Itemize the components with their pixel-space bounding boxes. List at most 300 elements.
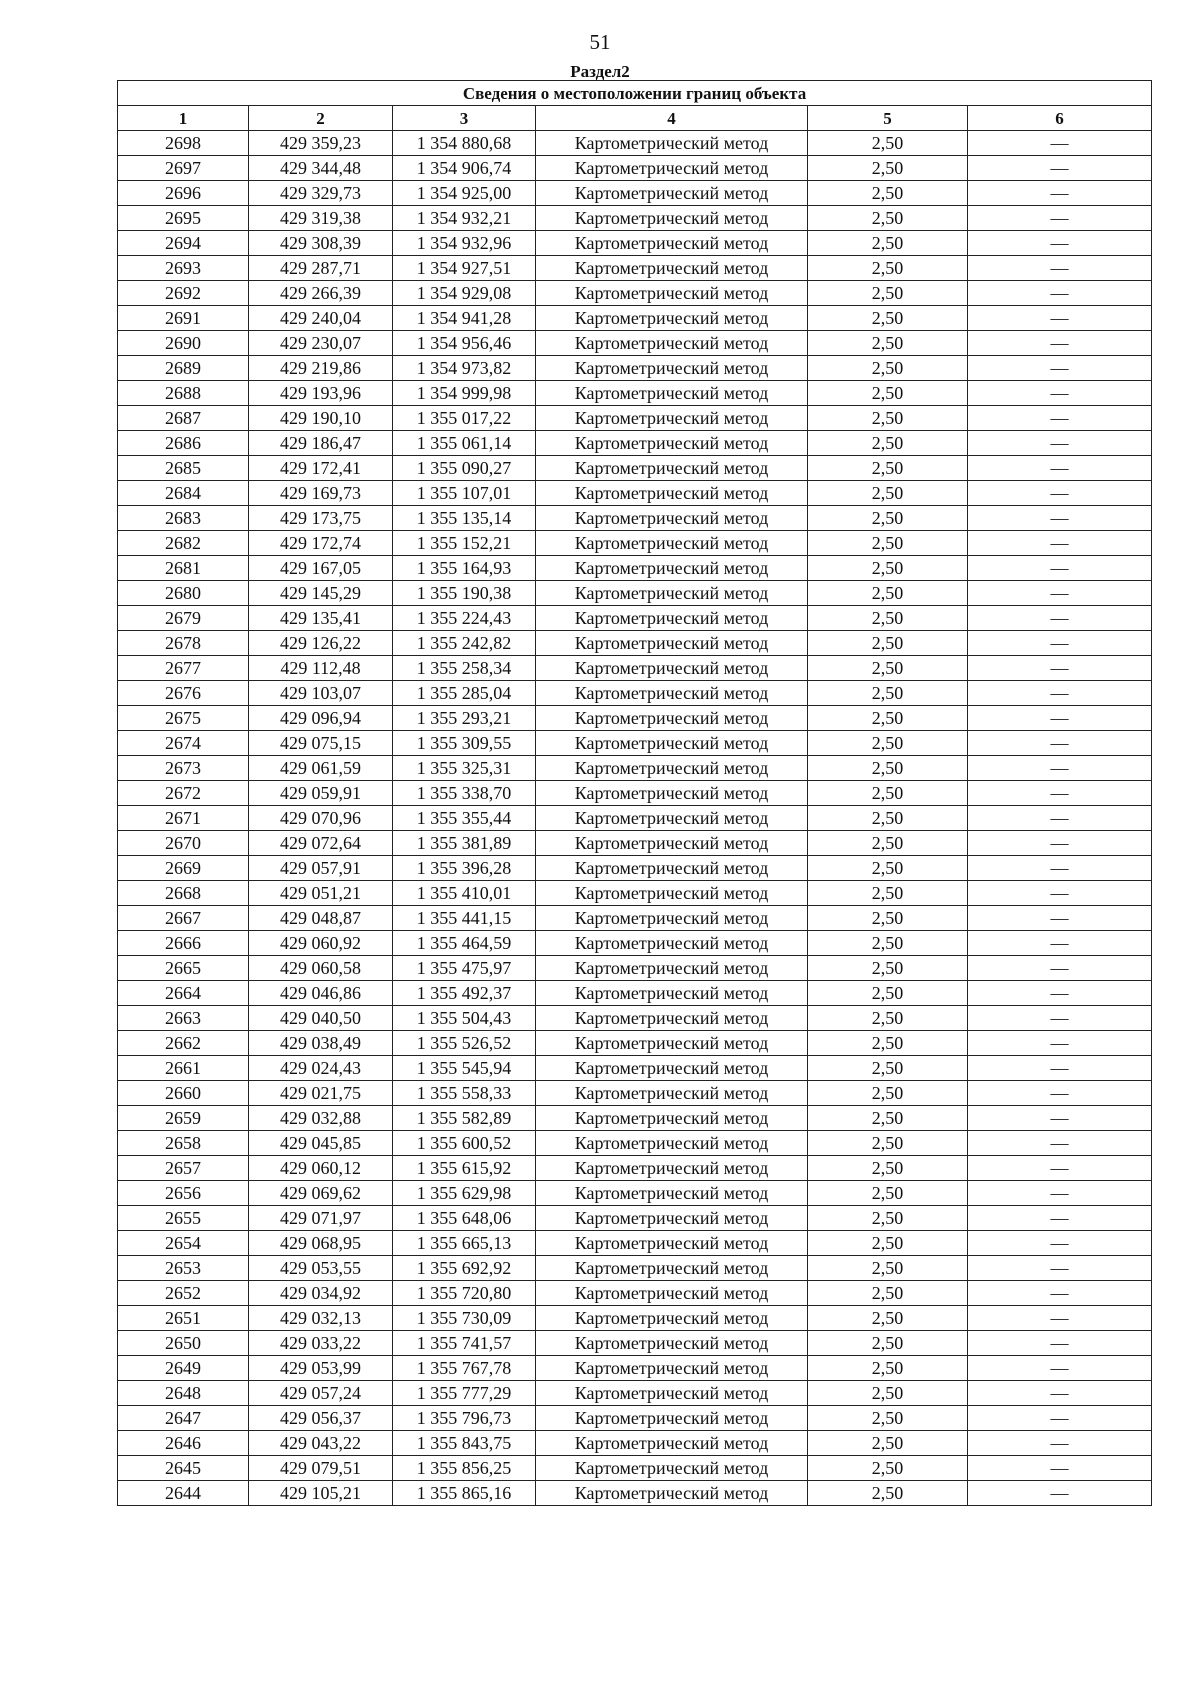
cell-method: Картометрический метод <box>536 481 808 506</box>
cell-point-number: 2693 <box>118 256 249 281</box>
cell-description: — <box>968 1206 1152 1231</box>
cell-method: Картометрический метод <box>536 1456 808 1481</box>
table-row <box>118 1306 1152 1331</box>
cell-x-coordinate: 429 033,22 <box>249 1331 393 1356</box>
table-row <box>118 631 1152 656</box>
cell-accuracy: 2,50 <box>808 1256 968 1281</box>
cell-y-coordinate: 1 355 504,43 <box>393 1006 536 1031</box>
table-row <box>118 1281 1152 1306</box>
cell-accuracy: 2,50 <box>808 1181 968 1206</box>
table-row <box>118 481 1152 506</box>
cell-point-number: 2695 <box>118 206 249 231</box>
cell-y-coordinate: 1 355 107,01 <box>393 481 536 506</box>
cell-x-coordinate: 429 061,59 <box>249 756 393 781</box>
cell-method: Картометрический метод <box>536 331 808 356</box>
cell-y-coordinate: 1 355 777,29 <box>393 1381 536 1406</box>
cell-accuracy: 2,50 <box>808 1006 968 1031</box>
cell-point-number: 2671 <box>118 806 249 831</box>
cell-accuracy: 2,50 <box>808 1131 968 1156</box>
cell-description: — <box>968 1081 1152 1106</box>
cell-y-coordinate: 1 355 242,82 <box>393 631 536 656</box>
cell-x-coordinate: 429 021,75 <box>249 1081 393 1106</box>
cell-y-coordinate: 1 354 932,96 <box>393 231 536 256</box>
cell-point-number: 2646 <box>118 1431 249 1456</box>
cell-description: — <box>968 731 1152 756</box>
cell-accuracy: 2,50 <box>808 356 968 381</box>
cell-y-coordinate: 1 355 629,98 <box>393 1181 536 1206</box>
cell-method: Картометрический метод <box>536 1031 808 1056</box>
cell-point-number: 2694 <box>118 231 249 256</box>
table-row <box>118 656 1152 681</box>
cell-y-coordinate: 1 355 492,37 <box>393 981 536 1006</box>
cell-y-coordinate: 1 355 441,15 <box>393 906 536 931</box>
cell-x-coordinate: 429 190,10 <box>249 406 393 431</box>
cell-x-coordinate: 429 308,39 <box>249 231 393 256</box>
cell-y-coordinate: 1 355 381,89 <box>393 831 536 856</box>
cell-x-coordinate: 429 172,74 <box>249 531 393 556</box>
section-title: Раздел2 <box>570 62 630 81</box>
cell-point-number: 2675 <box>118 706 249 731</box>
cell-y-coordinate: 1 355 692,92 <box>393 1256 536 1281</box>
cell-method: Картометрический метод <box>536 1156 808 1181</box>
cell-description: — <box>968 906 1152 931</box>
table-row <box>118 456 1152 481</box>
table-row <box>118 1406 1152 1431</box>
cell-method: Картометрический метод <box>536 631 808 656</box>
table-header-row <box>118 106 1152 131</box>
cell-point-number: 2692 <box>118 281 249 306</box>
cell-method: Картометрический метод <box>536 1131 808 1156</box>
cell-accuracy: 2,50 <box>808 481 968 506</box>
cell-description: — <box>968 1381 1152 1406</box>
cell-y-coordinate: 1 355 325,31 <box>393 756 536 781</box>
table-row <box>118 731 1152 756</box>
cell-y-coordinate: 1 355 355,44 <box>393 806 536 831</box>
cell-y-coordinate: 1 354 925,00 <box>393 181 536 206</box>
cell-point-number: 2677 <box>118 656 249 681</box>
cell-x-coordinate: 429 032,88 <box>249 1106 393 1131</box>
cell-method: Картометрический метод <box>536 656 808 681</box>
table-row <box>118 1381 1152 1406</box>
cell-x-coordinate: 429 112,48 <box>249 656 393 681</box>
cell-y-coordinate: 1 355 843,75 <box>393 1431 536 1456</box>
cell-y-coordinate: 1 355 741,57 <box>393 1331 536 1356</box>
cell-x-coordinate: 429 038,49 <box>249 1031 393 1056</box>
cell-description: — <box>968 456 1152 481</box>
cell-point-number: 2649 <box>118 1356 249 1381</box>
cell-accuracy: 2,50 <box>808 631 968 656</box>
table-row <box>118 881 1152 906</box>
cell-point-number: 2655 <box>118 1206 249 1231</box>
cell-x-coordinate: 429 059,91 <box>249 781 393 806</box>
cell-x-coordinate: 429 056,37 <box>249 1406 393 1431</box>
cell-accuracy: 2,50 <box>808 256 968 281</box>
cell-y-coordinate: 1 354 906,74 <box>393 156 536 181</box>
cell-description: — <box>968 831 1152 856</box>
column-header-3: 3 <box>393 106 536 131</box>
cell-y-coordinate: 1 355 558,33 <box>393 1081 536 1106</box>
table-row <box>118 181 1152 206</box>
cell-description: — <box>968 656 1152 681</box>
cell-method: Картометрический метод <box>536 1481 808 1506</box>
table-row <box>118 281 1152 306</box>
table-row <box>118 1106 1152 1131</box>
cell-x-coordinate: 429 172,41 <box>249 456 393 481</box>
cell-point-number: 2697 <box>118 156 249 181</box>
cell-method: Картометрический метод <box>536 1381 808 1406</box>
cell-point-number: 2662 <box>118 1031 249 1056</box>
cell-y-coordinate: 1 355 224,43 <box>393 606 536 631</box>
cell-method: Картометрический метод <box>536 231 808 256</box>
cell-x-coordinate: 429 075,15 <box>249 731 393 756</box>
cell-method: Картометрический метод <box>536 1281 808 1306</box>
table-row <box>118 931 1152 956</box>
cell-y-coordinate: 1 354 999,98 <box>393 381 536 406</box>
cell-accuracy: 2,50 <box>808 456 968 481</box>
cell-point-number: 2659 <box>118 1106 249 1131</box>
cell-y-coordinate: 1 355 796,73 <box>393 1406 536 1431</box>
cell-x-coordinate: 429 045,85 <box>249 1131 393 1156</box>
cell-description: — <box>968 206 1152 231</box>
cell-point-number: 2650 <box>118 1331 249 1356</box>
cell-x-coordinate: 429 040,50 <box>249 1006 393 1031</box>
table-row <box>118 856 1152 881</box>
cell-description: — <box>968 1031 1152 1056</box>
cell-point-number: 2672 <box>118 781 249 806</box>
cell-y-coordinate: 1 354 880,68 <box>393 131 536 156</box>
cell-accuracy: 2,50 <box>808 1481 968 1506</box>
cell-method: Картометрический метод <box>536 156 808 181</box>
cell-method: Картометрический метод <box>536 856 808 881</box>
column-header-4: 4 <box>536 106 808 131</box>
cell-description: — <box>968 1281 1152 1306</box>
column-header-1: 1 <box>118 106 249 131</box>
cell-y-coordinate: 1 354 932,21 <box>393 206 536 231</box>
table-row <box>118 906 1152 931</box>
cell-y-coordinate: 1 355 648,06 <box>393 1206 536 1231</box>
table-row <box>118 156 1152 181</box>
cell-description: — <box>968 306 1152 331</box>
cell-point-number: 2658 <box>118 1131 249 1156</box>
cell-x-coordinate: 429 287,71 <box>249 256 393 281</box>
cell-description: — <box>968 231 1152 256</box>
cell-x-coordinate: 429 126,22 <box>249 631 393 656</box>
cell-x-coordinate: 429 046,86 <box>249 981 393 1006</box>
table-caption: Сведения о местоположении границ объекта <box>118 81 1152 106</box>
cell-method: Картометрический метод <box>536 1231 808 1256</box>
cell-x-coordinate: 429 057,24 <box>249 1381 393 1406</box>
cell-method: Картометрический метод <box>536 381 808 406</box>
cell-description: — <box>968 1256 1152 1281</box>
cell-point-number: 2674 <box>118 731 249 756</box>
cell-y-coordinate: 1 355 396,28 <box>393 856 536 881</box>
cell-accuracy: 2,50 <box>808 681 968 706</box>
table-row <box>118 606 1152 631</box>
cell-y-coordinate: 1 355 600,52 <box>393 1131 536 1156</box>
cell-point-number: 2661 <box>118 1056 249 1081</box>
cell-accuracy: 2,50 <box>808 756 968 781</box>
cell-accuracy: 2,50 <box>808 406 968 431</box>
cell-description: — <box>968 1056 1152 1081</box>
cell-point-number: 2691 <box>118 306 249 331</box>
cell-point-number: 2679 <box>118 606 249 631</box>
table-row <box>118 431 1152 456</box>
cell-method: Картометрический метод <box>536 681 808 706</box>
cell-x-coordinate: 429 103,07 <box>249 681 393 706</box>
table-row <box>118 681 1152 706</box>
cell-method: Картометрический метод <box>536 906 808 931</box>
cell-x-coordinate: 429 060,12 <box>249 1156 393 1181</box>
cell-y-coordinate: 1 354 941,28 <box>393 306 536 331</box>
cell-y-coordinate: 1 355 061,14 <box>393 431 536 456</box>
cell-method: Картометрический метод <box>536 281 808 306</box>
cell-x-coordinate: 429 359,23 <box>249 131 393 156</box>
cell-method: Картометрический метод <box>536 1256 808 1281</box>
table-row <box>118 781 1152 806</box>
cell-x-coordinate: 429 032,13 <box>249 1306 393 1331</box>
cell-accuracy: 2,50 <box>808 981 968 1006</box>
table-row <box>118 506 1152 531</box>
table-row <box>118 1331 1152 1356</box>
cell-point-number: 2684 <box>118 481 249 506</box>
cell-x-coordinate: 429 145,29 <box>249 581 393 606</box>
cell-y-coordinate: 1 355 285,04 <box>393 681 536 706</box>
cell-x-coordinate: 429 053,99 <box>249 1356 393 1381</box>
table-row <box>118 331 1152 356</box>
cell-x-coordinate: 429 057,91 <box>249 856 393 881</box>
cell-point-number: 2680 <box>118 581 249 606</box>
cell-description: — <box>968 856 1152 881</box>
cell-accuracy: 2,50 <box>808 381 968 406</box>
cell-point-number: 2681 <box>118 556 249 581</box>
cell-y-coordinate: 1 355 665,13 <box>393 1231 536 1256</box>
cell-y-coordinate: 1 355 135,14 <box>393 506 536 531</box>
cell-method: Картометрический метод <box>536 1006 808 1031</box>
cell-point-number: 2648 <box>118 1381 249 1406</box>
cell-description: — <box>968 1181 1152 1206</box>
cell-method: Картометрический метод <box>536 831 808 856</box>
cell-point-number: 2698 <box>118 131 249 156</box>
cell-point-number: 2686 <box>118 431 249 456</box>
cell-y-coordinate: 1 354 973,82 <box>393 356 536 381</box>
cell-method: Картометрический метод <box>536 806 808 831</box>
cell-x-coordinate: 429 043,22 <box>249 1431 393 1456</box>
cell-description: — <box>968 681 1152 706</box>
cell-accuracy: 2,50 <box>808 806 968 831</box>
cell-description: — <box>968 1231 1152 1256</box>
cell-method: Картометрический метод <box>536 731 808 756</box>
cell-y-coordinate: 1 355 152,21 <box>393 531 536 556</box>
cell-accuracy: 2,50 <box>808 1456 968 1481</box>
table-row <box>118 706 1152 731</box>
cell-point-number: 2669 <box>118 856 249 881</box>
cell-point-number: 2689 <box>118 356 249 381</box>
cell-description: — <box>968 981 1152 1006</box>
cell-accuracy: 2,50 <box>808 306 968 331</box>
cell-x-coordinate: 429 169,73 <box>249 481 393 506</box>
cell-x-coordinate: 429 072,64 <box>249 831 393 856</box>
cell-description: — <box>968 381 1152 406</box>
cell-method: Картометрический метод <box>536 1056 808 1081</box>
cell-point-number: 2673 <box>118 756 249 781</box>
table-row <box>118 1481 1152 1506</box>
cell-accuracy: 2,50 <box>808 556 968 581</box>
table-row <box>118 1156 1152 1181</box>
table-row <box>118 806 1152 831</box>
cell-accuracy: 2,50 <box>808 506 968 531</box>
table-row <box>118 356 1152 381</box>
cell-x-coordinate: 429 024,43 <box>249 1056 393 1081</box>
cell-x-coordinate: 429 048,87 <box>249 906 393 931</box>
cell-accuracy: 2,50 <box>808 281 968 306</box>
cell-description: — <box>968 706 1152 731</box>
table-body <box>118 131 1152 1506</box>
cell-x-coordinate: 429 096,94 <box>249 706 393 731</box>
cell-method: Картометрический метод <box>536 1106 808 1131</box>
cell-point-number: 2651 <box>118 1306 249 1331</box>
cell-accuracy: 2,50 <box>808 581 968 606</box>
cell-point-number: 2647 <box>118 1406 249 1431</box>
table-row <box>118 756 1152 781</box>
cell-description: — <box>968 806 1152 831</box>
cell-x-coordinate: 429 060,92 <box>249 931 393 956</box>
cell-description: — <box>968 881 1152 906</box>
cell-point-number: 2644 <box>118 1481 249 1506</box>
cell-accuracy: 2,50 <box>808 931 968 956</box>
cell-x-coordinate: 429 105,21 <box>249 1481 393 1506</box>
cell-description: — <box>968 506 1152 531</box>
cell-accuracy: 2,50 <box>808 156 968 181</box>
cell-description: — <box>968 631 1152 656</box>
table-row <box>118 231 1152 256</box>
table-row <box>118 1356 1152 1381</box>
table-row <box>118 131 1152 156</box>
cell-point-number: 2657 <box>118 1156 249 1181</box>
cell-description: — <box>968 356 1152 381</box>
cell-description: — <box>968 406 1152 431</box>
cell-accuracy: 2,50 <box>808 1031 968 1056</box>
cell-accuracy: 2,50 <box>808 1056 968 1081</box>
cell-point-number: 2668 <box>118 881 249 906</box>
cell-x-coordinate: 429 344,48 <box>249 156 393 181</box>
cell-x-coordinate: 429 329,73 <box>249 181 393 206</box>
cell-accuracy: 2,50 <box>808 906 968 931</box>
cell-point-number: 2664 <box>118 981 249 1006</box>
cell-method: Картометрический метод <box>536 1431 808 1456</box>
cell-method: Картометрический метод <box>536 256 808 281</box>
cell-description: — <box>968 1331 1152 1356</box>
cell-point-number: 2690 <box>118 331 249 356</box>
cell-x-coordinate: 429 070,96 <box>249 806 393 831</box>
cell-x-coordinate: 429 079,51 <box>249 1456 393 1481</box>
table-row <box>118 381 1152 406</box>
table-row <box>118 1056 1152 1081</box>
cell-y-coordinate: 1 355 338,70 <box>393 781 536 806</box>
cell-y-coordinate: 1 355 090,27 <box>393 456 536 481</box>
cell-accuracy: 2,50 <box>808 1106 968 1131</box>
table-row <box>118 1081 1152 1106</box>
cell-method: Картометрический метод <box>536 306 808 331</box>
boundary-coordinates-table <box>117 80 1152 1506</box>
cell-method: Картометрический метод <box>536 1081 808 1106</box>
cell-accuracy: 2,50 <box>808 431 968 456</box>
cell-accuracy: 2,50 <box>808 131 968 156</box>
table-row <box>118 1456 1152 1481</box>
cell-accuracy: 2,50 <box>808 731 968 756</box>
cell-method: Картометрический метод <box>536 531 808 556</box>
cell-point-number: 2653 <box>118 1256 249 1281</box>
cell-x-coordinate: 429 060,58 <box>249 956 393 981</box>
cell-description: — <box>968 606 1152 631</box>
cell-method: Картометрический метод <box>536 581 808 606</box>
cell-point-number: 2696 <box>118 181 249 206</box>
cell-y-coordinate: 1 355 720,80 <box>393 1281 536 1306</box>
cell-point-number: 2667 <box>118 906 249 931</box>
cell-description: — <box>968 331 1152 356</box>
table-row <box>118 406 1152 431</box>
cell-point-number: 2645 <box>118 1456 249 1481</box>
cell-description: — <box>968 1406 1152 1431</box>
cell-x-coordinate: 429 230,07 <box>249 331 393 356</box>
table-row <box>118 1006 1152 1031</box>
table-row <box>118 256 1152 281</box>
table-row <box>118 1431 1152 1456</box>
cell-accuracy: 2,50 <box>808 856 968 881</box>
cell-point-number: 2683 <box>118 506 249 531</box>
table-row <box>118 531 1152 556</box>
cell-x-coordinate: 429 051,21 <box>249 881 393 906</box>
cell-description: — <box>968 1006 1152 1031</box>
cell-y-coordinate: 1 355 582,89 <box>393 1106 536 1131</box>
cell-accuracy: 2,50 <box>808 1431 968 1456</box>
cell-point-number: 2660 <box>118 1081 249 1106</box>
cell-x-coordinate: 429 186,47 <box>249 431 393 456</box>
cell-accuracy: 2,50 <box>808 1081 968 1106</box>
cell-point-number: 2665 <box>118 956 249 981</box>
cell-method: Картометрический метод <box>536 131 808 156</box>
cell-method: Картометрический метод <box>536 1181 808 1206</box>
cell-description: — <box>968 931 1152 956</box>
cell-description: — <box>968 531 1152 556</box>
cell-y-coordinate: 1 355 767,78 <box>393 1356 536 1381</box>
cell-y-coordinate: 1 354 956,46 <box>393 331 536 356</box>
cell-accuracy: 2,50 <box>808 1306 968 1331</box>
cell-y-coordinate: 1 355 410,01 <box>393 881 536 906</box>
cell-description: — <box>968 431 1152 456</box>
cell-y-coordinate: 1 355 475,97 <box>393 956 536 981</box>
cell-method: Картометрический метод <box>536 781 808 806</box>
cell-method: Картометрический метод <box>536 1356 808 1381</box>
cell-accuracy: 2,50 <box>808 956 968 981</box>
cell-method: Картометрический метод <box>536 1406 808 1431</box>
column-header-5: 5 <box>808 106 968 131</box>
cell-method: Картометрический метод <box>536 431 808 456</box>
cell-method: Картометрический метод <box>536 206 808 231</box>
cell-y-coordinate: 1 355 164,93 <box>393 556 536 581</box>
cell-point-number: 2654 <box>118 1231 249 1256</box>
cell-accuracy: 2,50 <box>808 606 968 631</box>
cell-accuracy: 2,50 <box>808 231 968 256</box>
cell-description: — <box>968 1156 1152 1181</box>
cell-y-coordinate: 1 355 856,25 <box>393 1456 536 1481</box>
cell-y-coordinate: 1 355 258,34 <box>393 656 536 681</box>
cell-y-coordinate: 1 355 526,52 <box>393 1031 536 1056</box>
table-row <box>118 556 1152 581</box>
cell-y-coordinate: 1 355 017,22 <box>393 406 536 431</box>
cell-description: — <box>968 1356 1152 1381</box>
table-row <box>118 956 1152 981</box>
cell-point-number: 2656 <box>118 1181 249 1206</box>
